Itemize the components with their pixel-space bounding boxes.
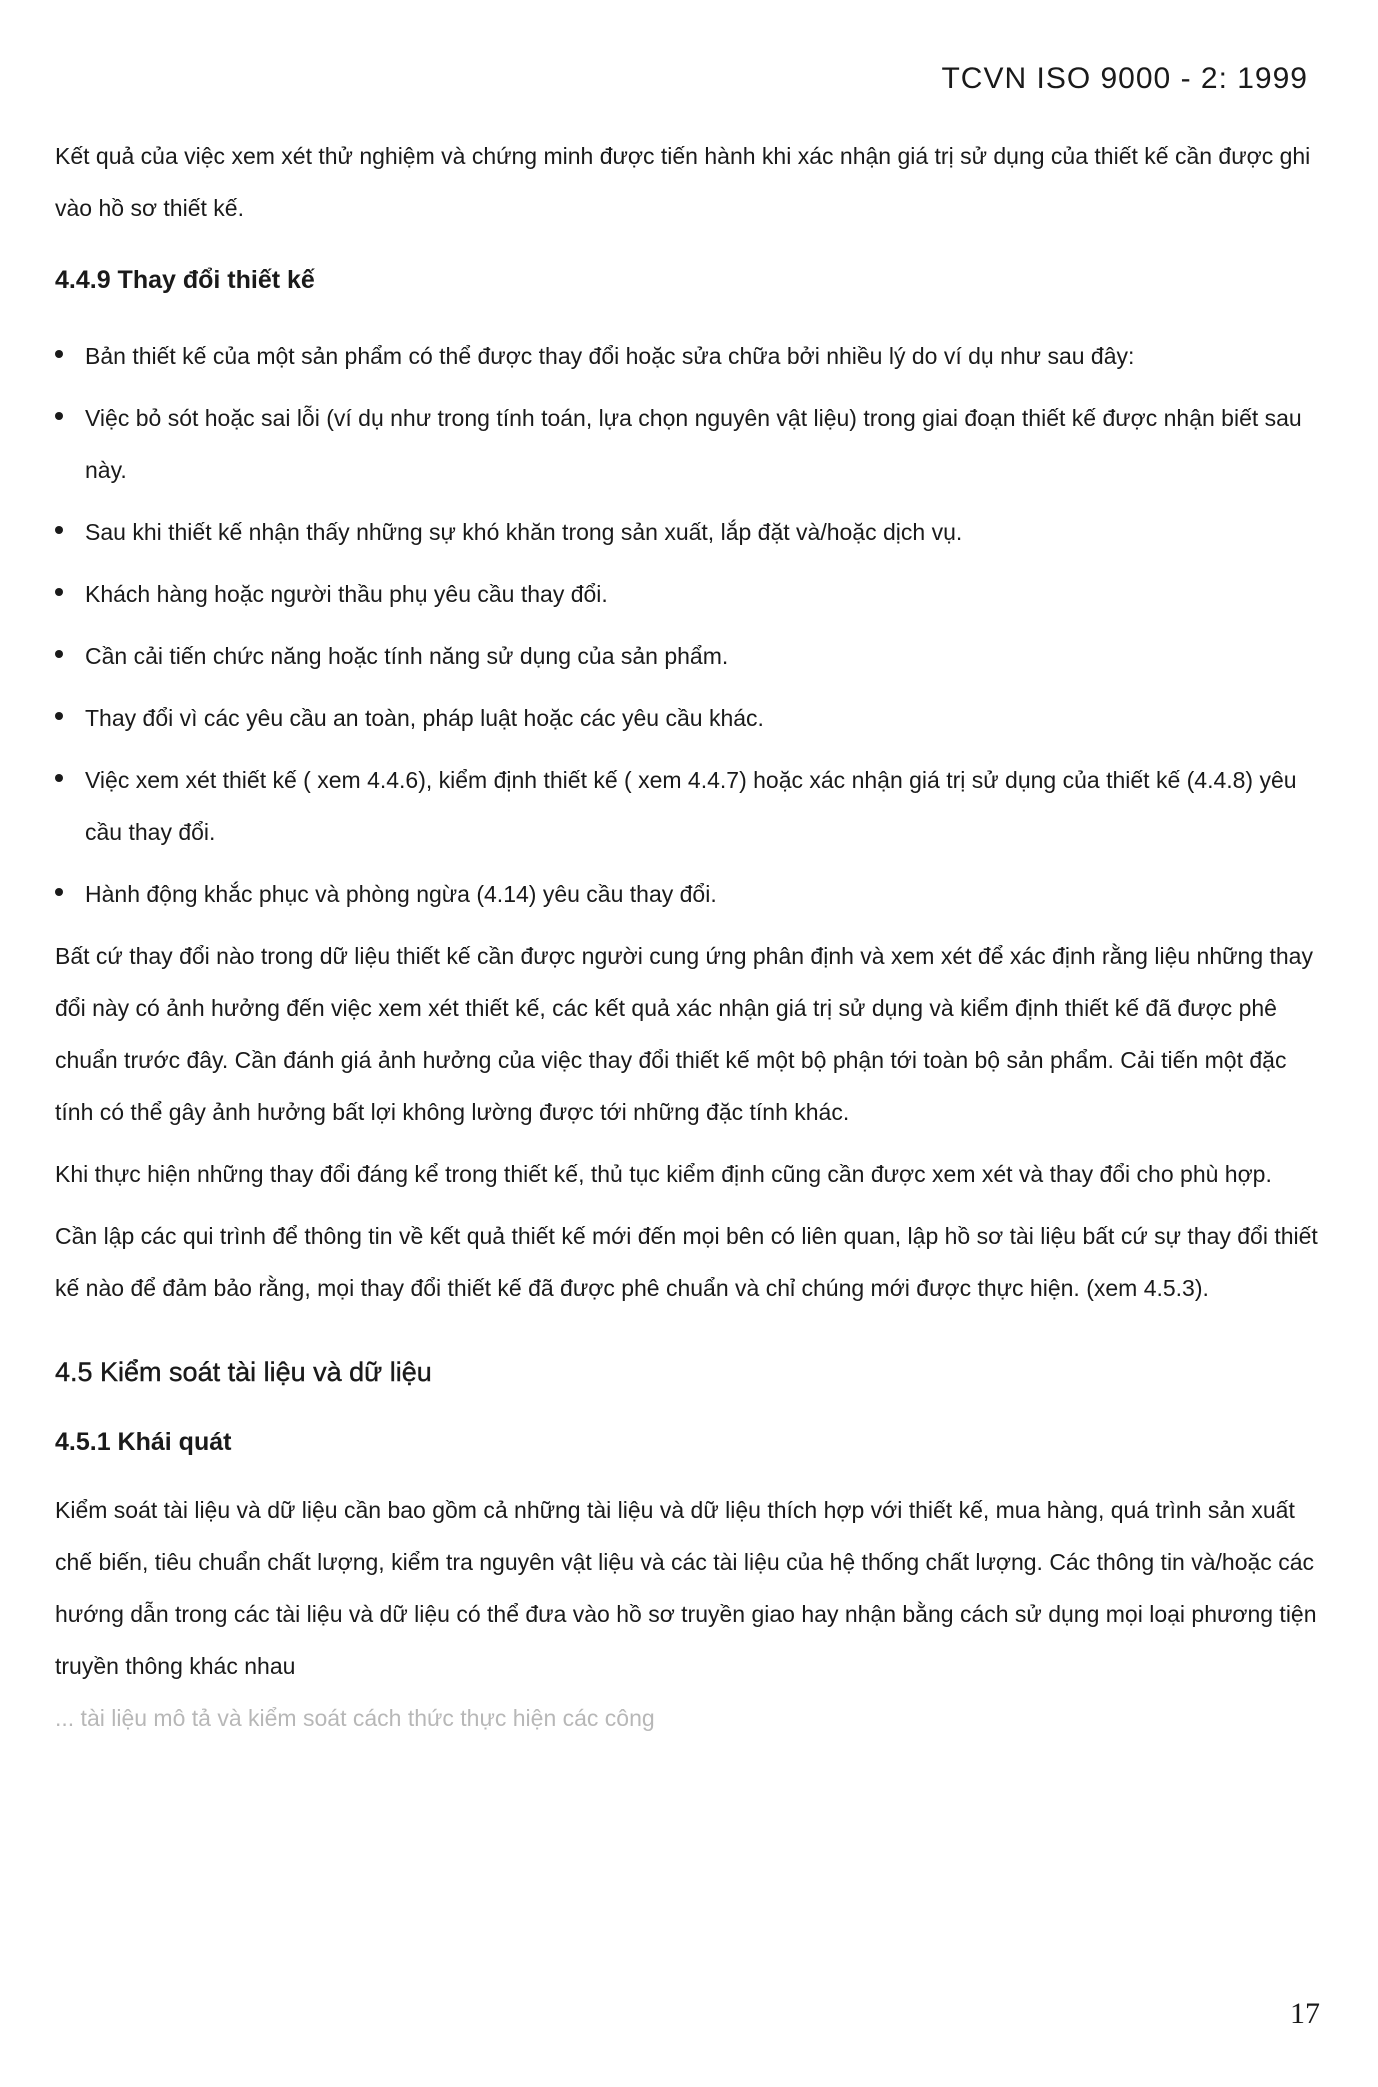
list-item-text: Hành động khắc phục và phòng ngừa (4.14) yêu cầu thay đổi. (85, 881, 717, 907)
list-item-text: Việc bỏ sót hoặc sai lỗi (ví dụ như trong tính toán, lựa chọn nguyên vật liệu) trong giai đoạn thiết kế được nhận biết sau này. (85, 405, 1302, 483)
bullet-icon (55, 774, 63, 782)
bullet-icon (55, 588, 63, 596)
list-item (55, 330, 1325, 382)
list-item (55, 754, 1325, 858)
list-item-text: Khách hàng hoặc người thầu phụ yêu cầu thay đổi. (85, 581, 608, 607)
bullet-icon (55, 412, 63, 420)
body-paragraph: Khi thực hiện những thay đổi đáng kể trong thiết kế, thủ tục kiểm định cũng cần được xem xét và thay đổi cho phù hợp. (55, 1161, 1272, 1187)
section-4-5-1-title: 4.5.1 Khái quát (55, 1428, 232, 1456)
list-item (55, 692, 1325, 744)
intro-paragraph: Kết quả của việc xem xét thử nghiệm và chứng minh được tiến hành khi xác nhận giá trị sử dụng của thiết kế cần được ghi vào hồ sơ thiết kế. (55, 143, 1311, 221)
bullet-icon (55, 526, 63, 534)
faded-line: ... tài liệu mô tả và kiểm soát cách thức thực hiện các công (55, 1705, 655, 1731)
change-reasons-list (55, 330, 1325, 920)
list-item (55, 630, 1325, 682)
bullet-icon (55, 888, 63, 896)
list-item-text: Việc xem xét thiết kế ( xem 4.4.6), kiểm định thiết kế ( xem 4.4.7) hoặc xác nhận giá trị sử dụng của thiết kế (4.4.8) yêu cầu thay đổi. (85, 767, 1297, 845)
document-header: TCVN ISO 9000 - 2: 1999 (941, 62, 1308, 95)
list-item-text: Cần cải tiến chức năng hoặc tính năng sử dụng của sản phẩm. (85, 643, 729, 669)
page-number: 17 (1290, 1997, 1320, 2030)
list-item-text: Thay đổi vì các yêu cầu an toàn, pháp luật hoặc các yêu cầu khác. (85, 705, 764, 731)
bullet-icon (55, 350, 63, 358)
document-body (55, 130, 1325, 1744)
list-item (55, 392, 1325, 496)
body-paragraph: Bất cứ thay đổi nào trong dữ liệu thiết kế cần được người cung ứng phân định và xem xét để xác định rằng liệu những thay đổi này có ảnh hưởng đến việc xem xét thiết kế, các kết quả xác nhận giá trị sử dụng và kiểm định thiết kế đã được phê chuẩn trước đây. Cần đánh giá ảnh hưởng của việc thay đổi thiết kế một bộ phận tới toàn bộ sản phẩm. Cải tiến một đặc tính có thể gây ảnh hưởng bất lợi không lường được tới những đặc tính khác. (55, 943, 1313, 1125)
list-item (55, 868, 1325, 920)
body-paragraph: Kiểm soát tài liệu và dữ liệu cần bao gồm cả những tài liệu và dữ liệu thích hợp với thiết kế, mua hàng, quá trình sản xuất chế biến, tiêu chuẩn chất lượng, kiểm tra nguyên vật liệu và các tài liệu của hệ thống chất lượng. Các thông tin và/hoặc các hướng dẫn trong các tài liệu và dữ liệu có thể đưa vào hồ sơ truyền giao hay nhận bằng cách sử dụng mọi loại phương tiện truyền thông khác nhau (55, 1497, 1317, 1679)
section-4-4-9-title: 4.4.9 Thay đổi thiết kế (55, 266, 315, 294)
section-4-5-title: 4.5 Kiểm soát tài liệu và dữ liệu (55, 1357, 432, 1387)
list-item-text: Bản thiết kế của một sản phẩm có thể được thay đổi hoặc sửa chữa bởi nhiều lý do ví dụ như sau đây: (85, 343, 1135, 369)
bullet-icon (55, 650, 63, 658)
list-item (55, 506, 1325, 558)
list-item (55, 568, 1325, 620)
body-paragraph: Cần lập các qui trình để thông tin về kết quả thiết kế mới đến mọi bên có liên quan, lập hồ sơ tài liệu bất cứ sự thay đổi thiết kế nào để đảm bảo rằng, mọi thay đổi thiết kế đã được phê chuẩn và chỉ chúng mới được thực hiện. (xem 4.5.3). (55, 1223, 1318, 1301)
bullet-icon (55, 712, 63, 720)
list-item-text: Sau khi thiết kế nhận thấy những sự khó khăn trong sản xuất, lắp đặt và/hoặc dịch vụ. (85, 519, 963, 545)
